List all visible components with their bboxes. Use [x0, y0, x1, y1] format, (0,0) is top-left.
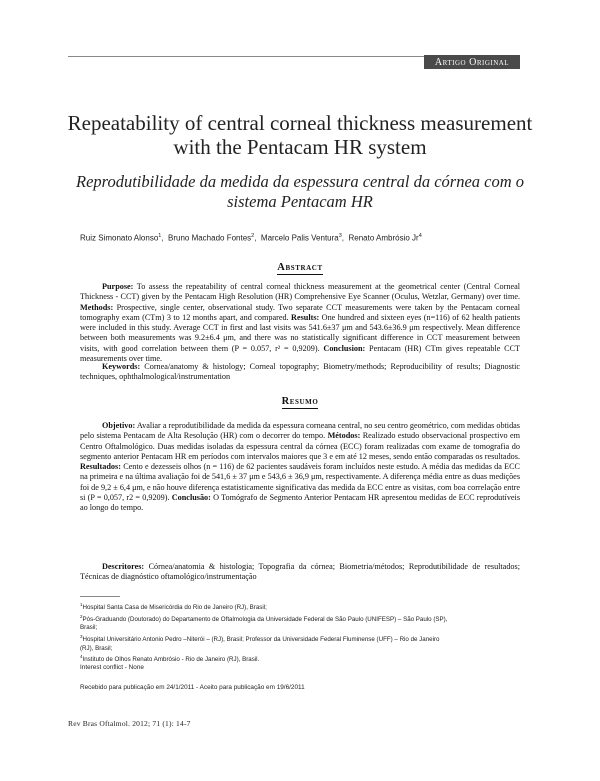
- footnote: $^1$Hospital Santa Casa de Misericórdia do Rio de Janeiro (RJ), Brasil;: [80, 602, 267, 612]
- footnote: $^3$Hospital Universitário Antonio Pedro –Niterói – (RJ), Brasil; Professor da Universidade Federal Fluminense (UFF) – Rio de Janeiro: [80, 633, 440, 643]
- keywords-text: Cornea/anatomy & histology; Corneal topography; Biometry/methods; Reproducibility of results; Diagnostic techniques, ophthalmological/instrumentation: [80, 362, 521, 382]
- metodos-label: Métodos:: [327, 431, 361, 441]
- received-dates: Recebido para publicação em 24/1/2011 - Aceito para publicação em 19/6/2011: [80, 684, 305, 691]
- footnote: $^4$Instituto de Olhos Renato Ambrósio - Rio de Janeiro (RJ), Brasil.: [80, 654, 260, 664]
- conclusion-label: Conclusion:: [323, 343, 366, 353]
- abstract-body: [80, 282, 520, 364]
- resumo-body: [80, 421, 520, 514]
- author-affiliation: 3: [338, 233, 342, 239]
- author-name: Marcelo Palis Ventura: [260, 233, 339, 243]
- article-title-portuguese: Reprodutibilidade da medida da espessura central da córnea com o sistema Pentacam HR: [75, 172, 525, 211]
- descritores-label: Descritores:: [102, 562, 145, 571]
- descritores-text: Córnea/anatomia & histologia; Topografia da córnea; Biometria/métodos; Reprodutibilidade de resultados; Técnicas de diagnóstico oftamológico/instrumentação: [80, 562, 520, 582]
- resumo-heading: Resumo: [281, 396, 319, 407]
- interest-conflict: Interest conflict - None: [80, 664, 144, 671]
- author-affiliation: 4: [418, 233, 422, 239]
- conclusao-label: Conclusão:: [171, 493, 211, 503]
- descritores: [80, 562, 520, 583]
- methods-label: Methods:: [80, 302, 114, 312]
- resultados-label: Resultados:: [80, 462, 121, 472]
- keywords-label: Keywords:: [102, 362, 141, 371]
- article-title: Repeatability of central corneal thickness measurement with the Pentacam HR system: [67, 111, 533, 159]
- methods-text: Prospective, single center, observational study. Two separate CCT measurements were taken by the Pentacam corneal tomography exam (CTm) 3 to 12 months apart, and compared.: [80, 302, 521, 322]
- journal-reference: Rev Bras Oftalmol. 2012; 71 (1): 14-7: [68, 719, 191, 728]
- keywords: [80, 362, 520, 383]
- author-affiliation: 2: [251, 233, 255, 239]
- author-list: Ruiz Simonato Alonso$^1$, Bruno Machado Fontes$^2$, Marcelo Palis Ventura$^3$, Renato Ambrósio Jr$^4$: [80, 233, 422, 243]
- objetivo-text: Avaliar a reprodutibilidade da medida da espessura corneana central, no seu centro geométrico, com medidas obtidas pelo sistema Pentacam de Alta Resolução (HR) com o decorrer do tempo.: [80, 421, 520, 441]
- author-name: Bruno Machado Fontes: [168, 233, 252, 243]
- conclusion-text: Pentacam (HR) CTm gives repeatable CCT measurements over time.: [80, 343, 521, 364]
- objetivo-label: Objetivo:: [102, 421, 136, 430]
- author-affiliation: 1: [158, 233, 162, 239]
- footnote-continuation: Brasil;: [80, 624, 98, 632]
- purpose-text: To assess the repeatability of central corneal thickness measurement at the geometrical center (Central Corneal Thickness - CCT) given by the Pentacam High Resolution (HR) Comprehensive Eye Scanner (Oculus, Wetzlar, Germany) over time.: [80, 282, 520, 302]
- affiliation-footnotes: [80, 601, 520, 665]
- resultados-text: Cento e dezesseis olhos (n = 116) de 62 pacientes saudáveis foram incluídos neste estudo. A média das medidas da ECC na primeira e na última avaliação foi de 541,6 ± 37 μm e 543,6 ± 36,9 μm, respectivamente. A diferença média entre as duas medições foi de 9,2 ± 6,4 μm, e não houve diferença estatisticamente significativa das medida da ECC entre as visitas, com boa correlação entre si (P = 0,057, r2 = 0,9209).: [80, 462, 521, 503]
- author-name: Ruiz Simonato Alonso: [80, 233, 159, 243]
- footnote-continuation: (RJ), Brasil;: [80, 644, 113, 652]
- metodos-text: Realizado estudo observacional prospectivo em Centro Oftalmológico. Duas medidas isoladas da espessura central da córnea (ECC) foram realizadas com exame de tomografia do segmento anterior Pentacam HR em períodos com intervalos maiores que 3 e em até 12 meses, sendo então comparadas os resultados.: [80, 431, 521, 461]
- author-name: Renato Ambrósio Jr: [348, 233, 419, 243]
- results-text: One hundred and sixteen eyes (n=116) of 62 health patients were included in this study. Average CCT in first and last visits was 541.6±37 μm and 543.6±36.9 μm respectively. Mean difference between both measurements was 9.2±6.4 μm, and there was no statistically significant difference in CCT measurement between visits, with good correlation between them (P = 0.057, r² = 0,9209).: [80, 312, 521, 353]
- conclusao-text: O Tomógrafo de Segmento Anterior Pentacam HR apresentou medidas de ECC reprodutíveis ao longo do tempo.: [80, 493, 521, 513]
- footnote-rule: [80, 596, 120, 597]
- results-label: Results:: [291, 312, 320, 322]
- footnote: $^2$Pós-Graduando (Doutorado) do Departamento de Oftalmologia da Universidade Federal de São Paulo (UNIFESP) – São Paulo (SP),: [80, 613, 448, 623]
- section-banner: Artigo Original: [424, 55, 520, 69]
- abstract-heading: Abstract: [277, 262, 323, 273]
- purpose-label: Purpose:: [102, 282, 134, 291]
